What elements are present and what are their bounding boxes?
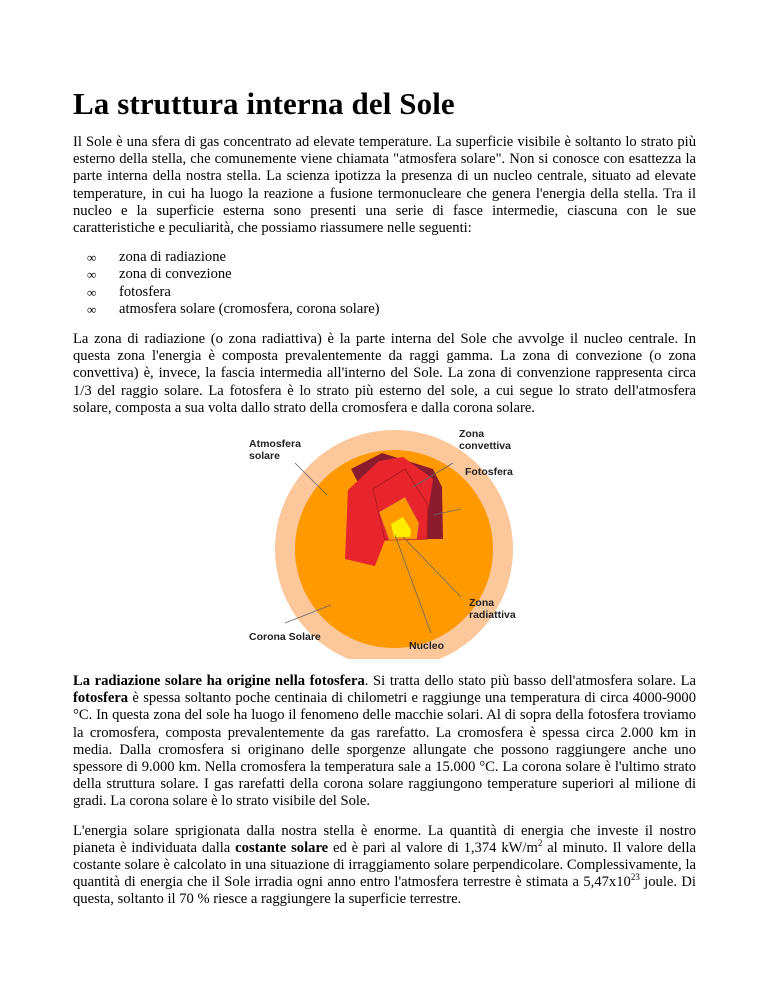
label-zona-convettiva-2: convettiva — [459, 440, 511, 453]
list-item: ∞ zona di radiazione — [87, 249, 226, 266]
label-corona-solare: Corona Solare — [249, 631, 321, 644]
label-zona-radiattiva: Zona — [469, 597, 495, 610]
infinity-bullet-icon: ∞ — [87, 284, 97, 300]
infinity-bullet-icon: ∞ — [87, 267, 97, 283]
label-atmosfera-2: solare — [249, 450, 280, 463]
radiation-zone-paragraph: La zona di radiazione (o zona radiattiva) è la parte interna del Sole che avvolge il nucleo centrale. In questa zona l'energia è composta prevalentemente da raggi gamma. La zona di convezione (o zona convettiva) è, invece, la fascia intermedia all'interno del Sole. La zona di convenzione rappresenta circa 1/3 del raggio solare. La fotosfera è lo strato più esterno del sole, a cui segue lo strato dell'atmosfera solare, composta a sua volta dallo strato della cromosfera e dalla corona solare. — [73, 331, 696, 416]
sun-diagram-svg — [73, 427, 696, 659]
list-item: ∞ fotosfera — [87, 283, 171, 300]
solar-energy-paragraph: L'energia solare sprigionata dalla nostra stella è enorme. La quantità di energia che investe il nostro pianeta è individuata dalla costante solare ed è pari al valore di 1,374 $kW/m^2$ al minuto. Il valore della costante solare è calcolato in una situazione di irraggiamento solare perpendicolare. Complessivamente, la quantità di energia che il Sole irradia ogni anno entro l'atmosfera terrestre è stimata a $5,47x10^{23}$ joule. Di questa, soltanto il 70 % riesce a raggiungere la superficie terrestre. — [73, 822, 696, 908]
layers-list — [73, 249, 696, 318]
list-item: ∞ zona di convezione — [87, 266, 232, 283]
label-fotosfera: Fotosfera — [465, 466, 513, 479]
list-item: ∞ atmosfera solare (cromosfera, corona solare) — [87, 300, 380, 317]
photosphere-paragraph: La radiazione solare ha origine nella fotosfera. Si tratta dello stato più basso dell'atmosfera solare. La fotosfera è spessa soltanto poche centinaia di chilometri e raggiunge una temperatura di circa 4000-9000 °C. In questa zona del sole ha luogo il fenomeno delle macchie solari. Al di sopra della fotosfera troviamo la cromosfera, composta prevalentemente da gas rarefatto. La cromosfera è spessa circa 2.000 km in media. Dalla cromosfera si originano delle sporgenze allungate che possono raggiungere anche uno spessore di 9.000 km. Nella cromosfera la temperatura sale a 15.000 °C. La corona solare è l'ultimo strato della struttura solare. I gas rarefatti della corona solare raggiungono temperature superiori al milione di gradi. La corona solare è lo strato visibile del Sole. — [73, 673, 696, 810]
sun-structure-diagram — [73, 427, 696, 659]
intro-paragraph: Il Sole è una sfera di gas concentrato ad elevate temperature. La superficie visibile è soltanto lo strato più esterno della stella, che comunemente viene chiamata "atmosfera solare". Non si conosce con esattezza la parte interna della nostra stella. La scienza ipotizza la presenza di un nucleo centrale, situato ad elevate temperature, in cui ha luogo la reazione a fusione termonucleare che genera l'energia della stella. Tra il nucleo e la superficie esterna sono presenti una serie di fasce intermedie, ciascuna con le sue caratteristiche e peculiarità, che possiamo riassumere nelle seguenti: — [73, 134, 696, 237]
label-nucleo: Nucleo — [409, 640, 445, 653]
label-zona-radiattiva-2: radiattiva — [469, 609, 516, 622]
label-zona-convettiva: Zona — [459, 428, 485, 441]
infinity-bullet-icon: ∞ — [87, 301, 97, 317]
infinity-bullet-icon: ∞ — [87, 250, 97, 266]
document-page — [73, 86, 696, 909]
label-atmosfera: Atmosfera — [249, 438, 301, 451]
page-title: La struttura interna del Sole — [73, 86, 455, 121]
